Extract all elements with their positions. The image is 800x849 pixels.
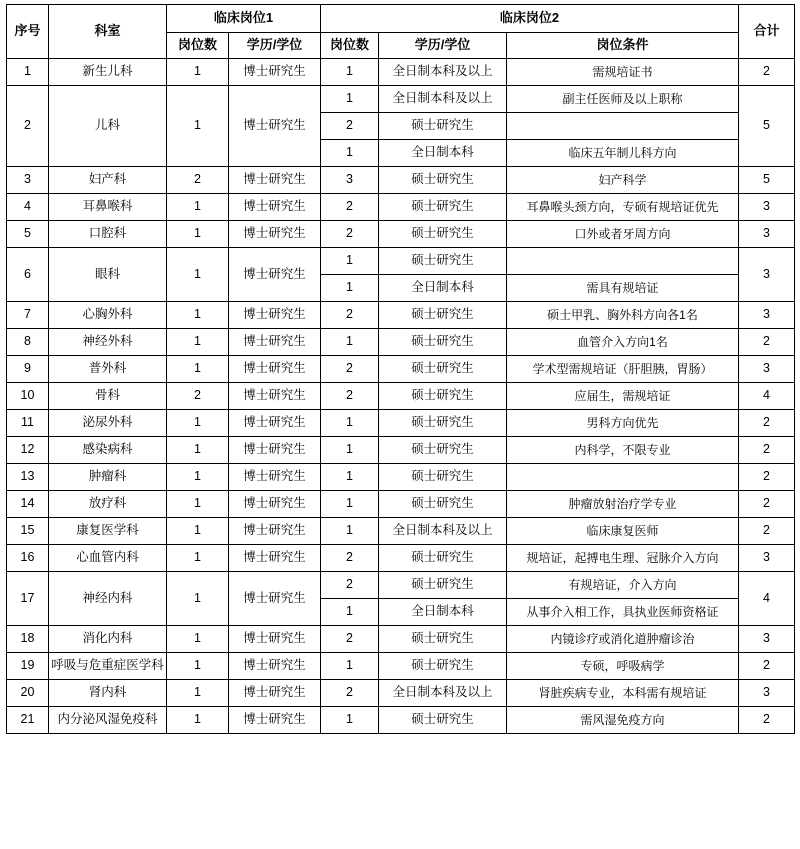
cell-total: 5 (739, 167, 795, 194)
cell-post2-edu: 硕士研究生 (379, 113, 507, 140)
cell-post2-condition: 妇产科学 (507, 167, 739, 194)
cell-post1-num: 2 (167, 167, 229, 194)
cell-post1-num: 2 (167, 383, 229, 410)
cell-post2-condition: 规培证，起搏电生理、冠脉介入方向 (507, 545, 739, 572)
cell-post2-edu: 硕士研究生 (379, 653, 507, 680)
cell-post2-condition: 口外或者牙周方向 (507, 221, 739, 248)
cell-post2-condition: 男科方向优先 (507, 410, 739, 437)
cell-post1-edu: 博士研究生 (229, 59, 321, 86)
cell-no: 3 (7, 167, 49, 194)
cell-total: 5 (739, 86, 795, 167)
cell-no: 15 (7, 518, 49, 545)
cell-post2-condition: 需具有规培证 (507, 275, 739, 302)
cell-no: 4 (7, 194, 49, 221)
cell-post2-condition: 需风湿免疫方向 (507, 707, 739, 734)
cell-post2-num: 2 (321, 113, 379, 140)
cell-post2-condition (507, 248, 739, 275)
cell-post2-edu: 硕士研究生 (379, 329, 507, 356)
cell-post1-edu: 博士研究生 (229, 356, 321, 383)
cell-department: 肿瘤科 (49, 464, 167, 491)
cell-department: 眼科 (49, 248, 167, 302)
cell-post2-edu: 硕士研究生 (379, 491, 507, 518)
table-row (7, 626, 795, 653)
cell-post1-num: 1 (167, 194, 229, 221)
cell-department: 心血管内科 (49, 545, 167, 572)
cell-post2-num: 1 (321, 707, 379, 734)
cell-post1-edu: 博士研究生 (229, 626, 321, 653)
cell-post1-edu: 博士研究生 (229, 464, 321, 491)
table-row (7, 545, 795, 572)
cell-post1-num: 1 (167, 707, 229, 734)
table-row (7, 437, 795, 464)
cell-post2-condition: 临床康复医师 (507, 518, 739, 545)
cell-post1-edu: 博士研究生 (229, 707, 321, 734)
header-post1: 临床岗位1 (167, 5, 321, 33)
cell-post2-edu: 硕士研究生 (379, 356, 507, 383)
cell-total: 3 (739, 356, 795, 383)
cell-post2-edu: 硕士研究生 (379, 221, 507, 248)
cell-no: 16 (7, 545, 49, 572)
cell-post2-num: 2 (321, 626, 379, 653)
cell-no: 17 (7, 572, 49, 626)
table-row (7, 680, 795, 707)
cell-total: 4 (739, 572, 795, 626)
cell-department: 新生儿科 (49, 59, 167, 86)
cell-post2-condition: 耳鼻喉头颈方向，专硕有规培证优先 (507, 194, 739, 221)
table-row (7, 356, 795, 383)
table-row (7, 167, 795, 194)
cell-post1-num: 1 (167, 221, 229, 248)
table-row (7, 653, 795, 680)
table-row (7, 86, 795, 113)
cell-post2-condition (507, 113, 739, 140)
cell-post1-num: 1 (167, 302, 229, 329)
header-row-top (7, 5, 795, 33)
table-row (7, 302, 795, 329)
cell-post2-num: 1 (321, 599, 379, 626)
cell-post2-num: 1 (321, 518, 379, 545)
cell-post2-edu: 全日制本科及以上 (379, 59, 507, 86)
cell-post1-num: 1 (167, 626, 229, 653)
cell-department: 感染病科 (49, 437, 167, 464)
cell-post2-condition: 应届生，需规培证 (507, 383, 739, 410)
table-row (7, 329, 795, 356)
cell-department: 神经内科 (49, 572, 167, 626)
header-post1-num: 岗位数 (167, 33, 229, 59)
cell-post1-num: 1 (167, 653, 229, 680)
cell-no: 10 (7, 383, 49, 410)
cell-department: 康复医学科 (49, 518, 167, 545)
cell-post2-edu: 硕士研究生 (379, 626, 507, 653)
cell-total: 2 (739, 653, 795, 680)
cell-total: 3 (739, 545, 795, 572)
cell-department: 耳鼻喉科 (49, 194, 167, 221)
cell-post1-edu: 博士研究生 (229, 437, 321, 464)
cell-no: 20 (7, 680, 49, 707)
cell-post2-condition: 学术型需规培证（肝胆胰，胃肠） (507, 356, 739, 383)
cell-no: 7 (7, 302, 49, 329)
cell-post2-edu: 硕士研究生 (379, 167, 507, 194)
cell-post2-edu: 硕士研究生 (379, 464, 507, 491)
cell-total: 3 (739, 680, 795, 707)
cell-department: 神经外科 (49, 329, 167, 356)
cell-post1-num: 1 (167, 464, 229, 491)
cell-no: 18 (7, 626, 49, 653)
cell-total: 2 (739, 707, 795, 734)
cell-post2-edu: 硕士研究生 (379, 437, 507, 464)
cell-post2-num: 2 (321, 545, 379, 572)
cell-post1-edu: 博士研究生 (229, 86, 321, 167)
cell-no: 12 (7, 437, 49, 464)
cell-post2-num: 1 (321, 248, 379, 275)
cell-post1-edu: 博士研究生 (229, 545, 321, 572)
cell-post1-num: 1 (167, 518, 229, 545)
table-row (7, 59, 795, 86)
cell-post2-num: 1 (321, 275, 379, 302)
table-body (7, 59, 795, 734)
cell-no: 6 (7, 248, 49, 302)
table-header (7, 5, 795, 59)
cell-post2-num: 2 (321, 221, 379, 248)
cell-total: 3 (739, 302, 795, 329)
cell-department: 口腔科 (49, 221, 167, 248)
cell-department: 消化内科 (49, 626, 167, 653)
cell-post2-condition: 副主任医师及以上职称 (507, 86, 739, 113)
cell-post2-edu: 硕士研究生 (379, 707, 507, 734)
cell-post2-condition: 肿瘤放射治疗学专业 (507, 491, 739, 518)
cell-post1-edu: 博士研究生 (229, 653, 321, 680)
table-row (7, 491, 795, 518)
cell-post2-edu: 全日制本科及以上 (379, 518, 507, 545)
cell-post1-num: 1 (167, 572, 229, 626)
cell-post2-num: 1 (321, 653, 379, 680)
cell-post1-num: 1 (167, 329, 229, 356)
table-row (7, 572, 795, 599)
cell-post1-edu: 博士研究生 (229, 194, 321, 221)
recruitment-table (6, 4, 795, 734)
cell-total: 3 (739, 194, 795, 221)
table-row (7, 383, 795, 410)
cell-post1-num: 1 (167, 248, 229, 302)
table-row (7, 221, 795, 248)
cell-no: 14 (7, 491, 49, 518)
cell-department: 呼吸与危重症医学科 (49, 653, 167, 680)
cell-post1-num: 1 (167, 86, 229, 167)
cell-total: 3 (739, 248, 795, 302)
cell-post1-num: 1 (167, 491, 229, 518)
cell-post2-condition: 临床五年制儿科方向 (507, 140, 739, 167)
header-post2-cond: 岗位条件 (507, 33, 739, 59)
cell-post1-edu: 博士研究生 (229, 572, 321, 626)
cell-post1-edu: 博士研究生 (229, 410, 321, 437)
cell-no: 21 (7, 707, 49, 734)
cell-post1-num: 1 (167, 437, 229, 464)
cell-post2-edu: 全日制本科及以上 (379, 86, 507, 113)
cell-post2-condition: 从事介入相工作，具执业医师资格证 (507, 599, 739, 626)
cell-post2-edu: 硕士研究生 (379, 545, 507, 572)
cell-total: 2 (739, 437, 795, 464)
cell-post1-num: 1 (167, 410, 229, 437)
cell-total: 2 (739, 410, 795, 437)
header-dept: 科室 (49, 5, 167, 59)
cell-post2-condition: 硕士甲乳、胸外科方向各1名 (507, 302, 739, 329)
table-row (7, 194, 795, 221)
table-row (7, 410, 795, 437)
cell-post1-edu: 博士研究生 (229, 302, 321, 329)
cell-total: 2 (739, 59, 795, 86)
cell-post1-edu: 博士研究生 (229, 248, 321, 302)
cell-no: 1 (7, 59, 49, 86)
cell-department: 儿科 (49, 86, 167, 167)
cell-post1-edu: 博士研究生 (229, 167, 321, 194)
cell-post1-edu: 博士研究生 (229, 329, 321, 356)
cell-no: 13 (7, 464, 49, 491)
cell-post2-condition: 专硕，呼吸病学 (507, 653, 739, 680)
cell-total: 2 (739, 329, 795, 356)
cell-post2-num: 1 (321, 329, 379, 356)
cell-post2-num: 2 (321, 302, 379, 329)
cell-total: 3 (739, 626, 795, 653)
cell-post1-edu: 博士研究生 (229, 680, 321, 707)
cell-no: 2 (7, 86, 49, 167)
table-row (7, 707, 795, 734)
header-post2-num: 岗位数 (321, 33, 379, 59)
cell-post1-num: 1 (167, 59, 229, 86)
cell-post2-condition (507, 464, 739, 491)
cell-post1-edu: 博士研究生 (229, 383, 321, 410)
cell-total: 4 (739, 383, 795, 410)
cell-total: 2 (739, 464, 795, 491)
cell-post1-edu: 博士研究生 (229, 221, 321, 248)
cell-post1-num: 1 (167, 356, 229, 383)
cell-post2-edu: 硕士研究生 (379, 194, 507, 221)
table-row (7, 518, 795, 545)
cell-post2-edu: 全日制本科 (379, 275, 507, 302)
cell-post2-edu: 硕士研究生 (379, 410, 507, 437)
cell-no: 8 (7, 329, 49, 356)
cell-post2-num: 1 (321, 86, 379, 113)
cell-department: 骨科 (49, 383, 167, 410)
header-post1-edu: 学历/学位 (229, 33, 321, 59)
cell-department: 泌尿外科 (49, 410, 167, 437)
cell-department: 妇产科 (49, 167, 167, 194)
cell-post2-num: 1 (321, 464, 379, 491)
cell-post2-num: 2 (321, 356, 379, 383)
cell-post2-num: 2 (321, 680, 379, 707)
cell-no: 5 (7, 221, 49, 248)
cell-total: 3 (739, 221, 795, 248)
table-row (7, 464, 795, 491)
cell-post2-num: 1 (321, 140, 379, 167)
cell-post2-condition: 需规培证书 (507, 59, 739, 86)
cell-post2-edu: 硕士研究生 (379, 572, 507, 599)
cell-post1-num: 1 (167, 680, 229, 707)
cell-post1-num: 1 (167, 545, 229, 572)
cell-post2-condition: 有规培证，介入方向 (507, 572, 739, 599)
cell-department: 放疗科 (49, 491, 167, 518)
table-row (7, 248, 795, 275)
cell-post2-num: 3 (321, 167, 379, 194)
cell-post1-edu: 博士研究生 (229, 491, 321, 518)
cell-department: 普外科 (49, 356, 167, 383)
cell-post2-num: 2 (321, 383, 379, 410)
cell-post2-edu: 硕士研究生 (379, 302, 507, 329)
cell-post2-edu: 全日制本科 (379, 140, 507, 167)
header-total: 合计 (739, 5, 795, 59)
cell-post2-condition: 肾脏疾病专业，本科需有规培证 (507, 680, 739, 707)
cell-total: 2 (739, 491, 795, 518)
cell-post2-edu: 硕士研究生 (379, 383, 507, 410)
cell-post2-num: 1 (321, 410, 379, 437)
cell-post2-condition: 内科学，不限专业 (507, 437, 739, 464)
cell-total: 2 (739, 518, 795, 545)
cell-no: 19 (7, 653, 49, 680)
cell-no: 11 (7, 410, 49, 437)
cell-department: 肾内科 (49, 680, 167, 707)
cell-post2-num: 2 (321, 572, 379, 599)
cell-post2-num: 1 (321, 437, 379, 464)
header-post2-edu: 学历/学位 (379, 33, 507, 59)
cell-post1-edu: 博士研究生 (229, 518, 321, 545)
cell-post2-edu: 全日制本科及以上 (379, 680, 507, 707)
header-post2: 临床岗位2 (321, 5, 739, 33)
header-no: 序号 (7, 5, 49, 59)
cell-post2-num: 1 (321, 59, 379, 86)
cell-post2-num: 1 (321, 491, 379, 518)
cell-post2-edu: 硕士研究生 (379, 248, 507, 275)
cell-post2-condition: 血管介入方向1名 (507, 329, 739, 356)
cell-no: 9 (7, 356, 49, 383)
cell-post2-edu: 全日制本科 (379, 599, 507, 626)
cell-post2-num: 2 (321, 194, 379, 221)
cell-department: 内分泌风湿免疫科 (49, 707, 167, 734)
cell-department: 心胸外科 (49, 302, 167, 329)
cell-post2-condition: 内镜诊疗或消化道肿瘤诊治 (507, 626, 739, 653)
